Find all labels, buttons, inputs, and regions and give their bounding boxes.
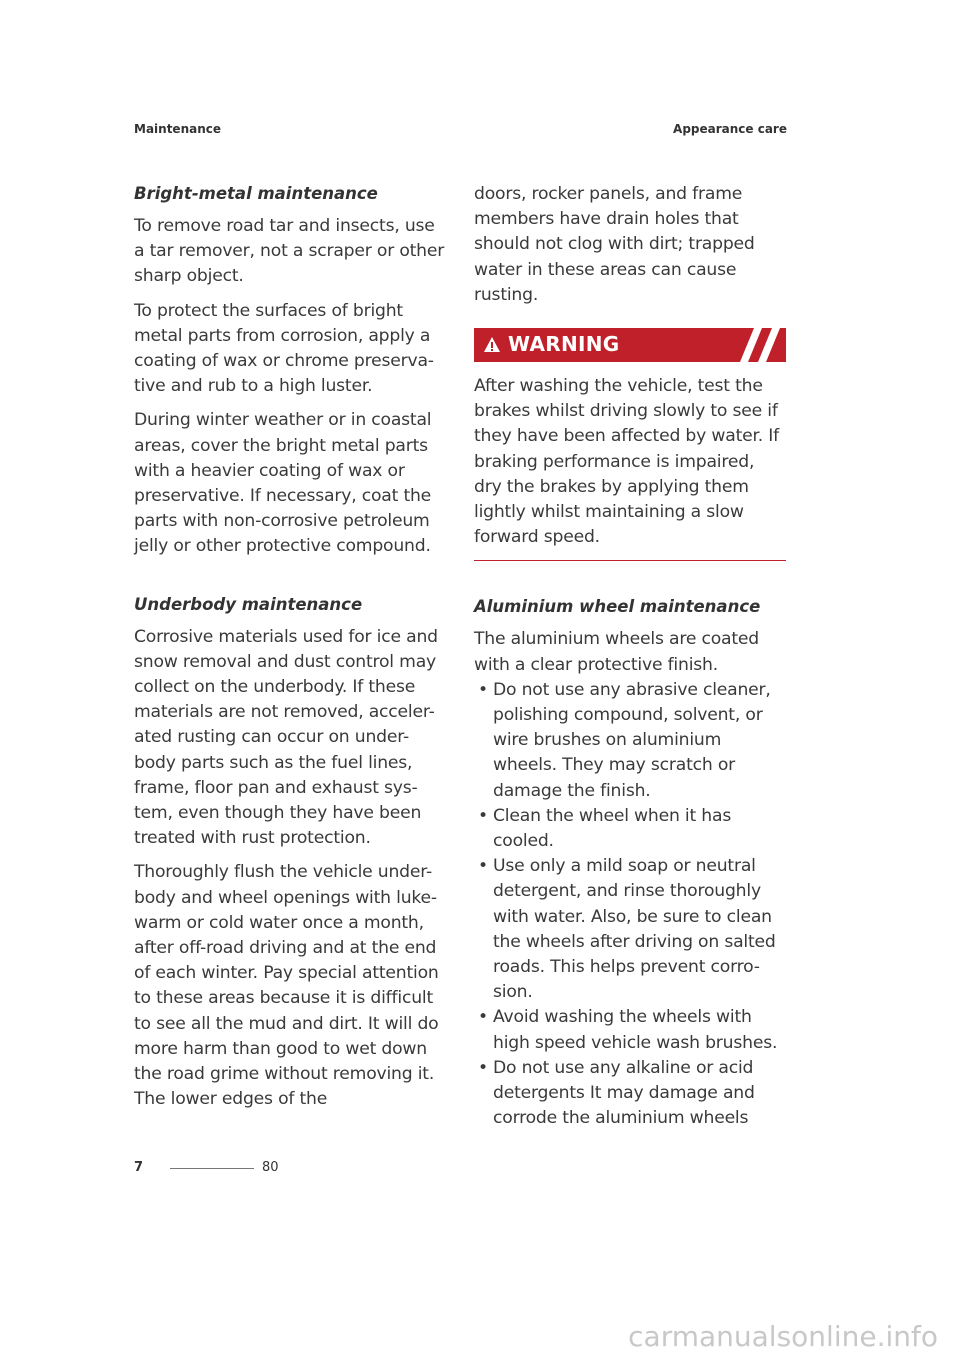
bright-metal-heading: Bright-metal maintenance [134,184,378,203]
warning-triangle-icon [483,336,501,354]
watermark: carmanualsonline.info [628,1320,938,1353]
page-number: 80 [262,1160,279,1175]
bright-metal-paragraph-3: During winter weather or in coastal areas, cover the bright metal parts with a heavier coating of wax or preservative. If necessary, coat the parts with non-corrosive petroleum jelly or other protective compound. [134,410,432,557]
warning-stripes-decoration [732,328,786,362]
continuation-paragraph: doors, rocker panels, and frame members have drain holes that should not clog with dirt; trapped water in these areas can cause rusting. [474,184,755,305]
right-column [474,182,786,1132]
aluminium-bullet-list [474,678,786,1132]
warning-text: After washing the vehicle, test the brakes whilst driving slowly to see if they have been affected by water. If braking performance is impaired, dry the brakes by applying them lightly whilst maintaining a slow forward speed. [474,376,780,548]
list-item: • Use only a mild soap or neutral detergent, and rinse thoroughly with water. Also, be sure to clean the wheels after driving on salted roads. This helps prevent corro-sion. [478,856,776,1003]
running-header-section: Maintenance [134,122,222,136]
underbody-paragraph-1: Corrosive materials used for ice and snow removal and dust control may collect on the underbody. If these materials are not removed, acceler-ated rusting can occur on under-body parts such as the fuel lines, frame, floor pan and exhaust sys-tem, even though they have been treated with rust protection. [134,626,438,849]
bright-metal-paragraph-2: To protect the surfaces of bright metal parts from corrosion, apply a coating of wax or chrome preserva-tive and rub to a high luster. [134,300,434,397]
aluminium-intro: The aluminium wheels are coated with a clear protective finish. [474,629,759,675]
warning-title: WARNING [508,332,620,357]
underbody-paragraph-2: Thoroughly flush the vehicle under-body and wheel openings with luke-warm or cold water once a month, after off-road driving and at the end of each winter. Pay special attention to these areas because it is difficult to see all the mud and dirt. It will do more harm than good to wet down the road grime without removing it. The lower edges of the [134,862,439,1110]
left-column [134,182,446,1122]
list-item: • Do not use any abrasive cleaner, polishing compound, solvent, or wire brushes on aluminium wheels. They may scratch or damage the finish. [478,679,771,801]
footer-divider [170,1168,254,1169]
bright-metal-paragraph-1: To remove road tar and insects, use a tar remover, not a scraper or other sharp object. [134,216,445,287]
warning-banner [474,328,786,362]
underbody-heading: Underbody maintenance [134,594,363,614]
list-item: • Do not use any alkaline or acid detergents It may damage and corrode the aluminium wheels [478,1057,755,1129]
aluminium-heading: Aluminium wheel maintenance [474,597,761,617]
chapter-number: 7 [134,1160,144,1175]
running-header-topic: Appearance care [673,122,787,136]
list-item: • Clean the wheel when it has cooled. [478,805,732,852]
list-item: • Avoid washing the wheels with high speed vehicle wash brushes. [478,1007,778,1053]
